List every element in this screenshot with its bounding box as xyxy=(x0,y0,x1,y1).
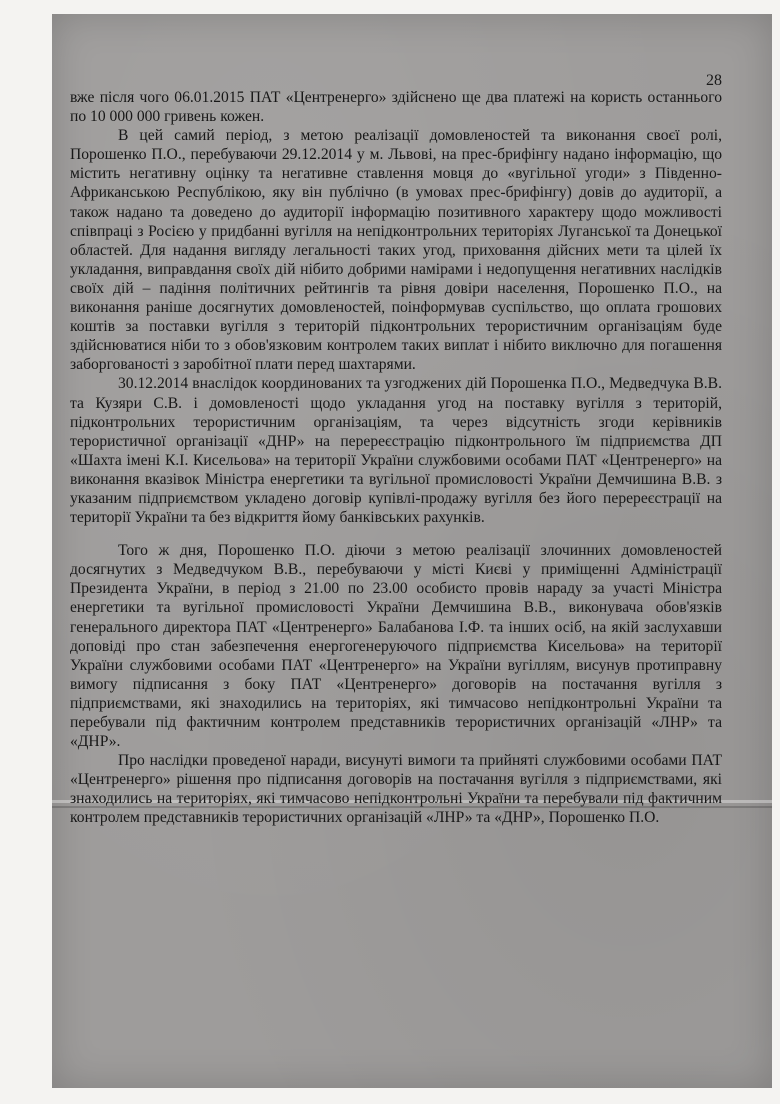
paragraph-1: вже після чого 06.01.2015 ПАТ «Центренерго» здійснено ще два платежі на користь останнього по 10 000 000 гривень кожен. xyxy=(70,89,722,126)
paragraph-3: 30.12.2014 внаслідок координованих та узгоджених дій Порошенка П.О., Медведчука В.В. та Кузяри С.В. і домовленості щодо укладання угод на поставку вугілля з територій, підконтрольних терористичним організаціям, та через відсутність згоди керівників терористичної організації «ДНР» на перереєстрацію підконтрольного їм підприємства ДП «Шахта імені К.І. Кисельова» на території України службовими особами ПАТ «Центренерго» на виконання вказівок Міністра енергетики та вугільної промисловості України Демчишина В.В. з указаним підприємством укладено договір купівлі-продажу вугілля без його перереєстрації на території України та без відкриття йому банківських рахунків. xyxy=(70,375,722,527)
document-body xyxy=(70,88,722,1088)
page-number: 28 xyxy=(706,72,722,89)
paragraph-5: Про наслідки проведеної наради, висунуті вимоги та прийняті службовими особами ПАТ «Центренерго» рішення про підписання договорів на постачання вугілля з підприємствами, які знаходились на територіях, які тимчасово непідконтрольні України та перебували під фактичним контролем представників терористичних організацій «ЛНР» та «ДНР», Порошенко П.О. xyxy=(70,752,722,827)
paragraph-2: В цей самий період, з метою реалізації домовленостей та виконання своєї ролі, Порошенко П.О., перебуваючи 29.12.2014 у м. Львові, на прес-брифінгу надано інформацію, що містить негативну оцінку та негативне ставлення мовця до «вугільної угоди» з Південно-Африканською Республікою, яку він публічно (в умовах прес-брифінгу) довів до аудиторії, а також надано та доведено до аудиторії інформацію позитивного характеру щодо можливості співпраці з Росією у придбанні вугілля на непідконтрольних територіях Луганської та Донецької областей. Для надання вигляду легальності таких угод, приховання дійсних мети та цілей їх укладання, виправдання своїх дій нібито добрими намірами і недопущення негативних наслідків своїх дій – падіння політичних рейтингів та рівня довіри населення, Порошенко П.О., на виконання раніше досягнутих домовленостей, поінформував суспільство, що оплата грошових коштів за поставки вугілля з територій підконтрольних терористичним організаціям буде здійснюватися ніби то з обов'язковим контролем таких виплат і нібито виключно для погашення заборгованості з заробітної плати перед шахтарями. xyxy=(70,127,722,374)
paragraph-4: Того ж дня, Порошенко П.О. діючи з метою реалізації злочинних домовленостей досягнутих з Медведчуком В.В., перебуваючи у місті Києві у приміщенні Адміністрації Президента України, в період з 21.00 по 23.00 особисто провів нараду за участі Міністра енергетики та вугільної промисловості України Демчишина В.В., виконувача обов'язків генерального директора ПАТ «Центренерго» Балабанова І.Ф. та інших осіб, на якій заслухавши доповіді про стан забезпечення енергогенеруючого підприємства Кисельова» на території України службовими особами ПАТ «Центренерго» на України вугіллям, висунув протиправну вимогу підписання з боку ПАТ «Центренерго» договорів на постачання вугілля з підприємствами, які знаходились на територіях, які тимчасово непідконтрольні України та перебували під фактичним контролем представників терористичних організацій «ЛНР» та «ДНР». xyxy=(70,542,722,751)
